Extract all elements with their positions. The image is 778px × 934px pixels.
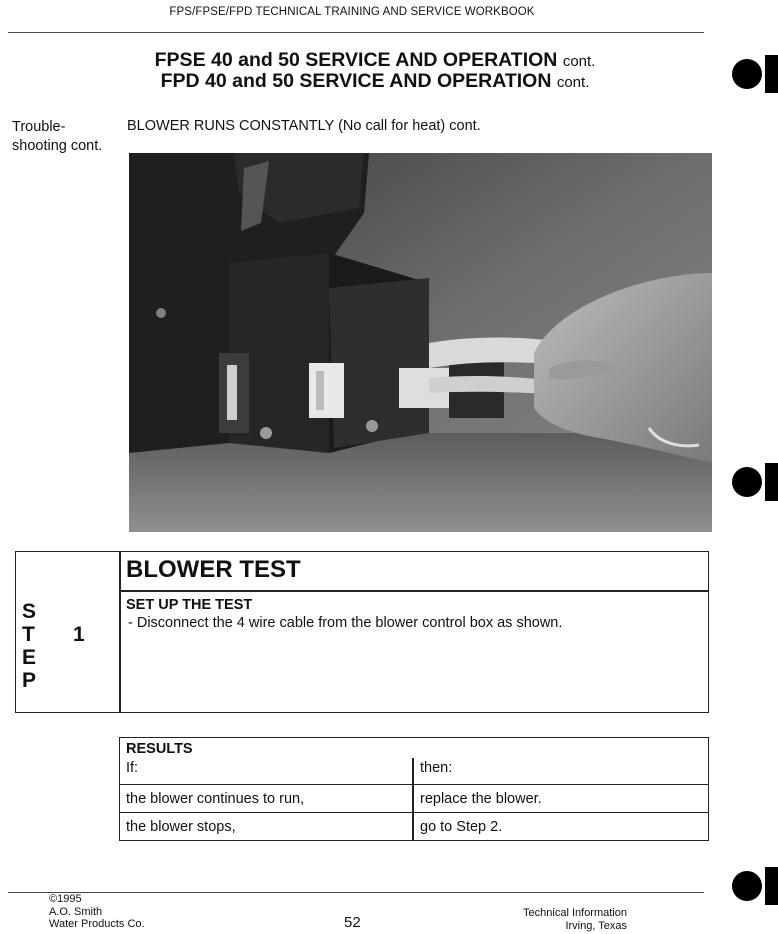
workbook-header: FPS/FPSE/FPD TECHNICAL TRAINING AND SERVICE WORKBOOK [169, 6, 535, 18]
binder-hole-bottom-icon [732, 871, 762, 901]
blower-control-box-photo [129, 153, 712, 532]
results-title: RESULTS [126, 741, 193, 757]
step-letter-p: P [22, 669, 37, 692]
step-letter-t: T [22, 623, 35, 646]
step-vertical-label [22, 600, 52, 692]
results-if-cell: the blower continues to run, [126, 791, 305, 807]
results-then-cell: replace the blower. [420, 791, 542, 807]
binder-tab-middle-icon [765, 463, 778, 501]
footer-department [470, 907, 627, 932]
title-line-1-suffix: cont. [562, 53, 596, 70]
section-title: BLOWER RUNS CONSTANTLY (No call for heat) cont. [127, 118, 481, 134]
results-header-column-divider [412, 758, 414, 784]
results-then-cell: go to Step 2. [420, 819, 503, 835]
results-table [119, 737, 709, 841]
step-number: 1 [73, 623, 85, 646]
step-letter-s: S [22, 600, 37, 623]
page-title-line-1 [120, 49, 630, 72]
footer-company-line-2: Water Products Co. [49, 918, 145, 930]
setup-title: SET UP THE TEST [126, 597, 253, 613]
binder-hole-middle-icon [732, 467, 762, 497]
table-row [120, 785, 708, 812]
title-line-2-suffix: cont. [556, 74, 590, 91]
results-column-divider [412, 813, 414, 840]
test-title: BLOWER TEST [126, 556, 301, 583]
title-line-2-main: FPD 40 and 50 SERVICE AND OPERATION [160, 70, 552, 92]
page-number: 52 [344, 914, 361, 931]
header-divider [8, 32, 704, 33]
footer-copyright: ©1995 [49, 893, 82, 905]
side-label-line-1: Trouble- [12, 119, 66, 135]
setup-instruction: - Disconnect the 4 wire cable from the blower control box as shown. [128, 615, 563, 631]
page-title-line-2 [120, 70, 630, 93]
table-row [120, 812, 708, 840]
results-column-divider [412, 785, 414, 812]
binder-tab-top-icon [765, 55, 778, 93]
footer-dept: Technical Information [523, 907, 627, 919]
binder-tab-bottom-icon [765, 867, 778, 905]
side-label-line-2: shooting cont. [12, 138, 103, 154]
results-if-label: If: [126, 760, 139, 776]
side-label [12, 118, 117, 156]
footer-location: Irving, Texas [565, 919, 627, 932]
step-title-divider [120, 590, 708, 592]
results-header [120, 738, 708, 785]
binder-hole-top-icon [732, 59, 762, 89]
step-column-divider [119, 551, 121, 713]
results-if-cell: the blower stops, [126, 819, 236, 835]
step-letter-e: E [22, 646, 37, 669]
title-line-1-main: FPSE 40 and 50 SERVICE AND OPERATION [154, 49, 558, 71]
footer-company [49, 893, 145, 931]
footer-company-line-1: A.O. Smith [49, 905, 103, 918]
results-then-label: then: [420, 760, 453, 776]
